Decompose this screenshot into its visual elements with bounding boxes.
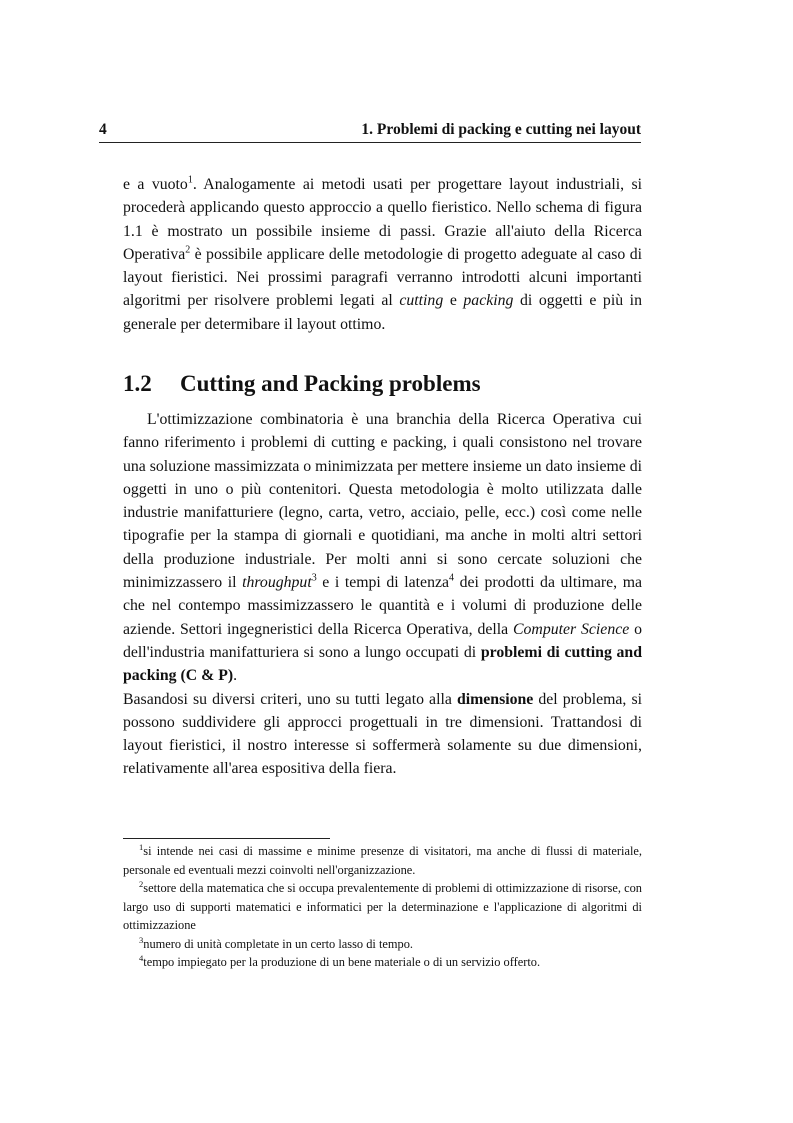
italic-term-packing: packing — [463, 292, 514, 310]
footnote-ref-1[interactable]: 1 — [187, 174, 193, 186]
footnote: $^3$numero di unità completate in un certo lasso di tempo. — [139, 934, 414, 951]
intro-paragraph: e a vuoto$^1$. Analogamente ai metodi usati per progettare layout industriali, si procederà applicando questo approccio a quello fieristico. Nello schema di figura 1.1 è mostrato un possibile insieme di passi. Grazie all'aiuto della Ricerca Operativa$^2$ è possibile applicare delle metodologie di progetto adeguate al caso di layout fieristici. Nei prossimi paragrafi verranno introdotti alcuni importanti algoritmi per risolvere problemi legati al cutting e packing di oggetti e più in generale per determibare il layout ottimo. — [123, 174, 643, 333]
body-paragraph: L'ottimizzazione combinatoria è una branchia della Ricerca Operativa cui fanno riferimento i problemi di cutting e packing, i quali consistono nel trovare una soluzione massimizzata o minimizzata per mettere insieme un dato insieme di oggetti in uno o più contenitori. Questa metodologia è molto utilizzata dalle industrie manifatturiere (legno, carta, vetro, acciaio, pelle, ecc.) così come nelle tipografie per la stampa di giornali e quotidiani, ma anche in molti altri settori della produzione industriale. Per molti anni si sono cercate soluzioni che minimizzassero il throughput$^3$ e i tempi di latenza$^4$ dei prodotti da ultimare, ma che nel contempo massimizzassero le quantità e i volumi di produzione delle aziende. Settori ingegneristici della Ricerca Operativa, della Computer Science o dell'industria manifatturiera si sono a lungo occupati di problemi di cutting and packing (C & P). — [123, 411, 642, 685]
chapter-title: 1. Problemi di packing e cutting nei layout — [361, 121, 641, 138]
bold-term-cp: problemi di cutting and packing (C & P) — [123, 643, 642, 685]
footnote: $^2$settore della matematica che si occupa prevalentemente di problemi di ottimizzazione di risorse, con largo uso di supporti matematici e informatici per la determinazione e l'applicazione di algoritmi di ottimizzazione — [123, 878, 642, 932]
footnote: $^1$si intende nei casi di massime e minime presenze di visitatori, ma anche di flussi di materiale, personale ed eventuali mezzi coinvolti nell'organizzazione. — [123, 841, 642, 877]
bold-term-dimensione: dimensione — [456, 690, 534, 708]
footnote-ref-2[interactable]: 2 — [185, 244, 191, 256]
running-header — [99, 120, 641, 143]
italic-term-computer-science: Computer Science — [512, 620, 630, 638]
footnote-rule — [123, 838, 330, 839]
italic-term-cutting: cutting — [399, 292, 444, 310]
page-number: 4 — [99, 121, 107, 138]
section-body — [123, 408, 642, 781]
italic-term-throughput: throughput — [242, 574, 312, 592]
section-title: Cutting and Packing problems — [180, 371, 481, 396]
body-paragraph: Basandosi su diversi criteri, uno su tutti legato alla dimensione del problema, si possono suddividere gli approcci progettuali in tre dimensioni. Trattandosi di layout fieristici, il nostro interesse si soffermerà solamente su due dimensioni, relativamente all'area espositiva della fiera. — [123, 690, 642, 778]
section-heading — [123, 371, 481, 397]
footnote: $^4$tempo impiegato per la produzione di un bene materiale o di un servizio offerto. — [139, 952, 541, 969]
section-number: 1.2 — [123, 371, 152, 396]
footnotes — [123, 842, 642, 972]
footnote-ref-4[interactable]: 4 — [449, 572, 454, 584]
footnote-ref-3[interactable]: 3 — [311, 572, 317, 584]
